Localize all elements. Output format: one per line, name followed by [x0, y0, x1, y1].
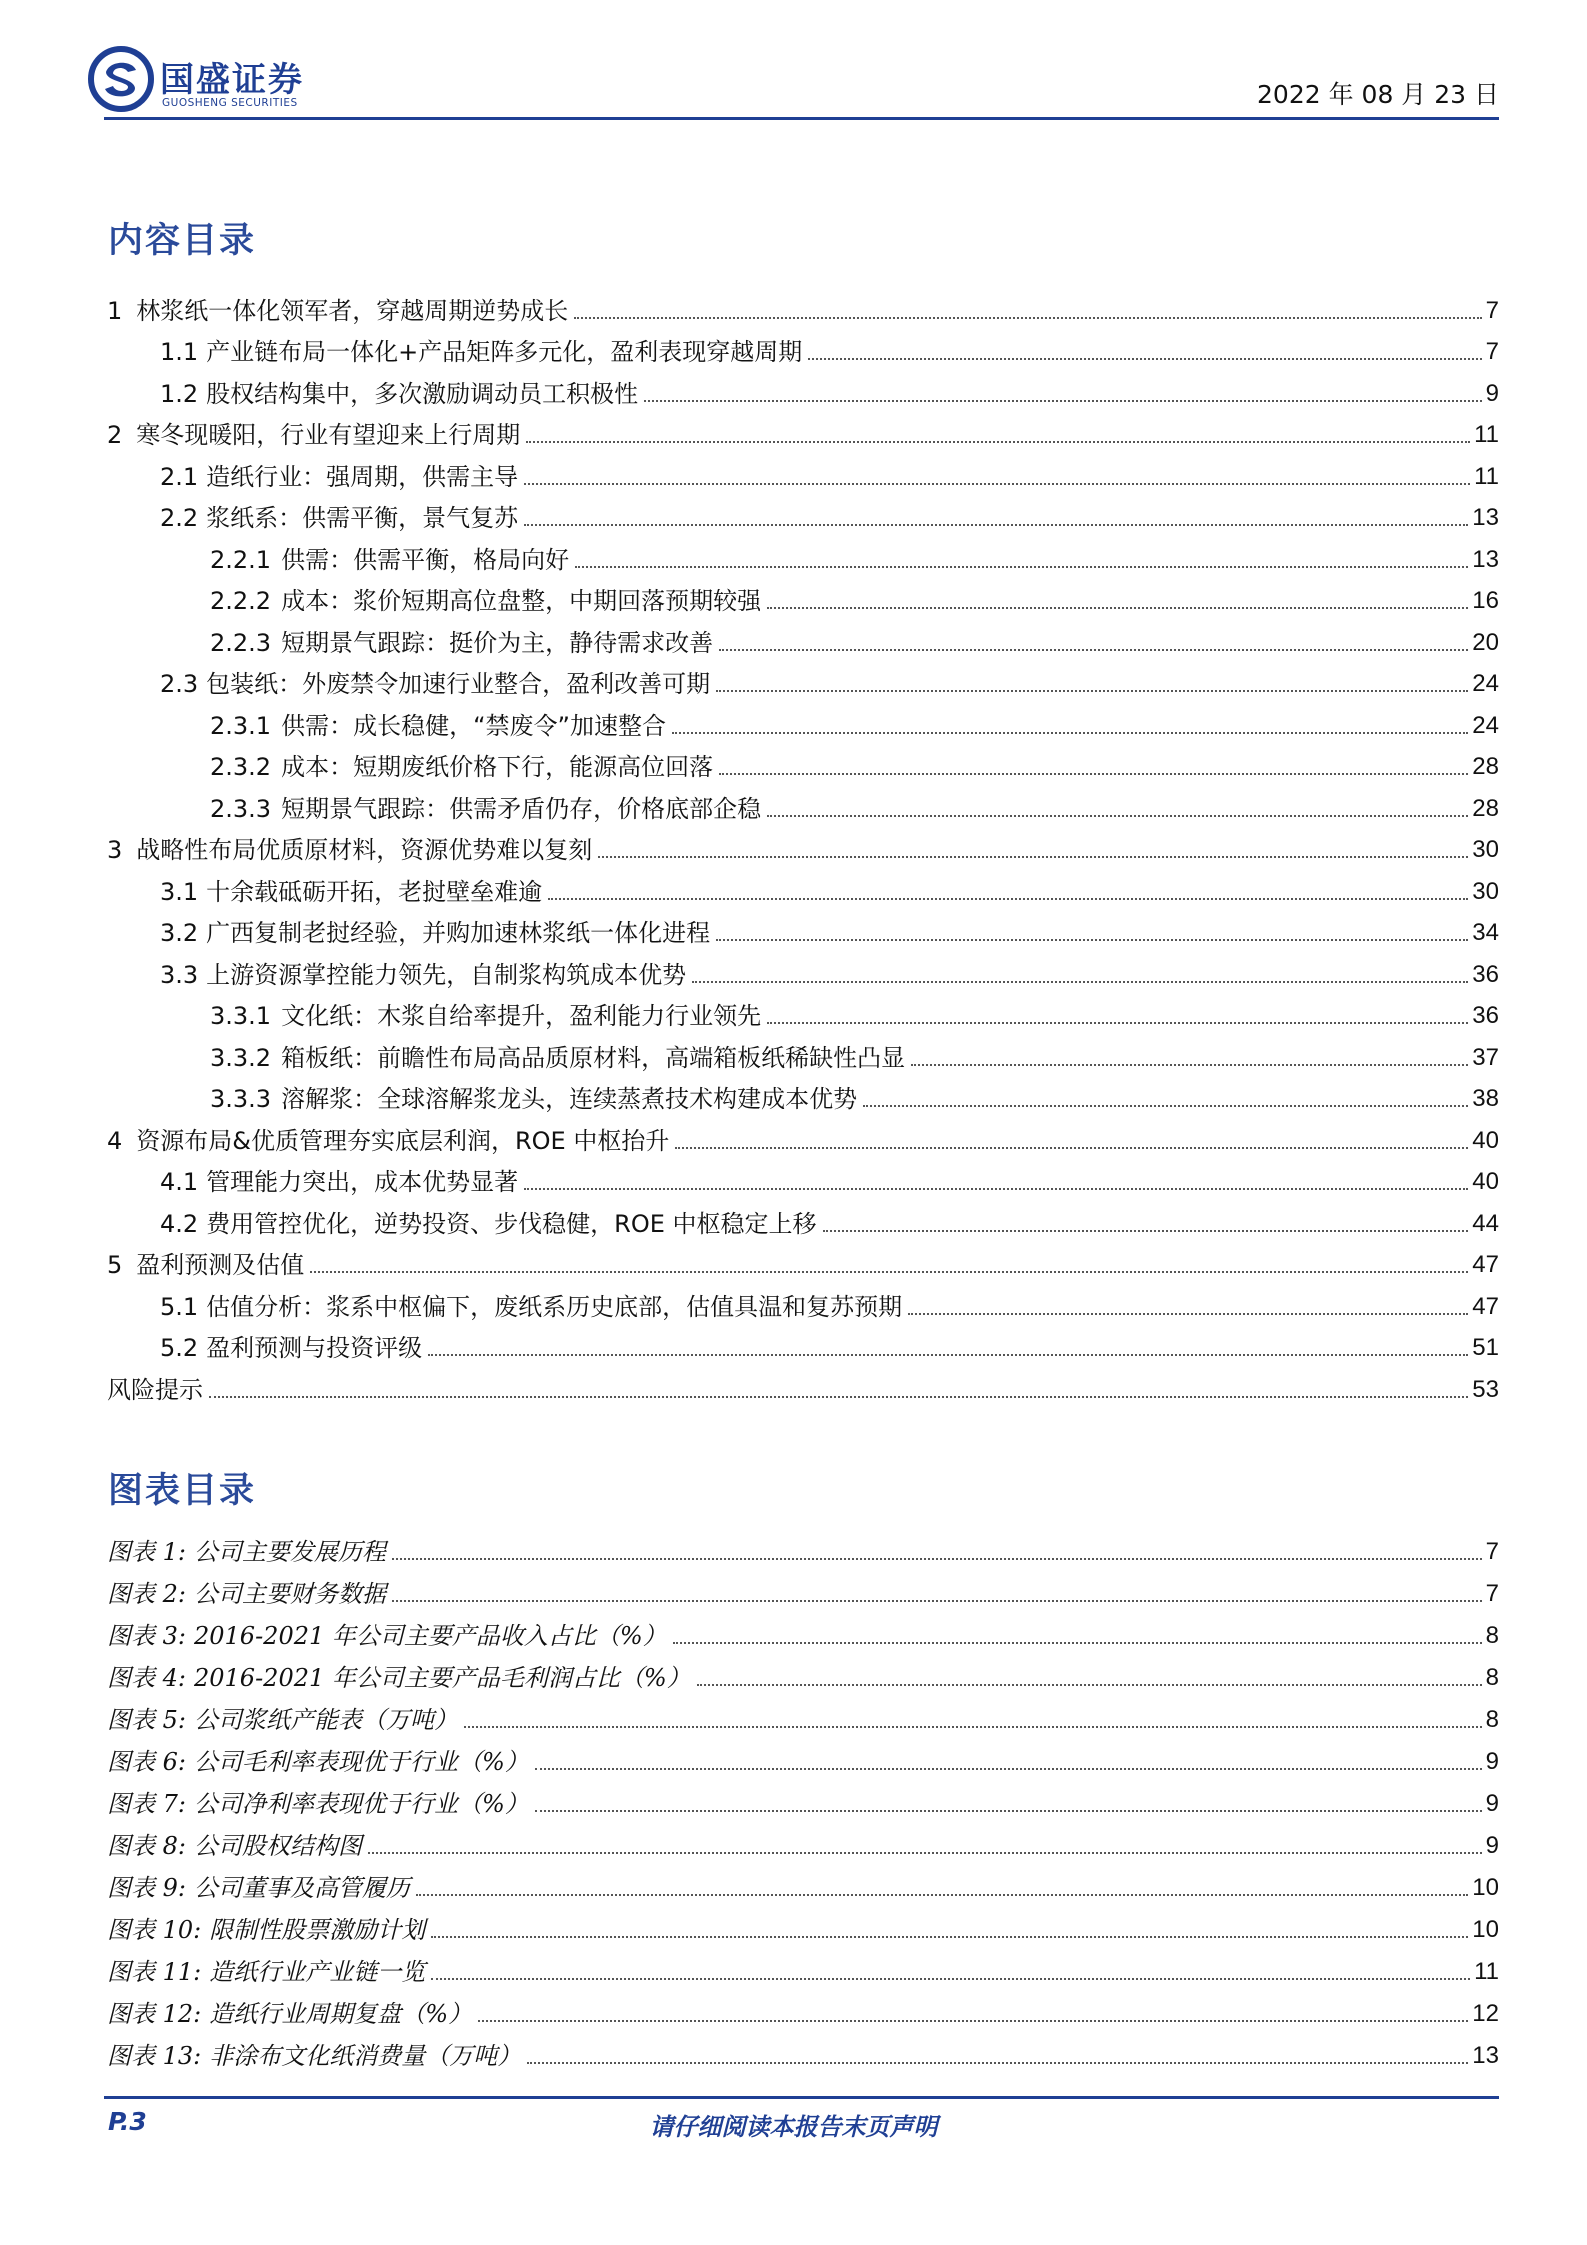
toc-entry-page: 7 — [1485, 338, 1499, 365]
toc-entry-page: 30 — [1472, 877, 1499, 905]
toc-entry-number: 2.2 — [160, 504, 199, 532]
toc-entry-title: 林浆纸一体化领军者，穿越周期逆势成长 — [136, 296, 569, 325]
dot-leader — [823, 1230, 1469, 1232]
table-of-contents — [0, 284, 1587, 1405]
dot-leader — [719, 773, 1468, 775]
dot-leader — [416, 1894, 1468, 1896]
toc-entry-page: 38 — [1472, 1085, 1499, 1112]
figure-label: 图表 6: — [107, 1748, 186, 1776]
figure-page: 8 — [1485, 1664, 1499, 1691]
figure-title: 2016-2021 年公司主要产品收入占比（%） — [193, 1622, 667, 1650]
toc-entry[interactable] — [0, 367, 1587, 409]
dot-leader — [368, 1852, 1482, 1854]
figure-page: 9 — [1485, 1748, 1499, 1775]
figure-list — [0, 1525, 1587, 2071]
toc-entry-title: 战略性布局优质原材料，资源优势难以复刻 — [136, 836, 593, 864]
dot-leader — [209, 1396, 1468, 1398]
figure-page: 10 — [1472, 1916, 1499, 1943]
toc-entry-title: 盈利预测与投资评级 — [206, 1334, 423, 1362]
figure-label: 图表 9: — [107, 1874, 186, 1902]
toc-entry-page: 30 — [1472, 836, 1499, 863]
toc-entry-title: 费用管控优化，逆势投资、步伐稳健，ROE 中枢稳定上移 — [206, 1209, 817, 1238]
toc-entry-number: 2.2.1 — [210, 545, 272, 574]
toc-entry-page: 24 — [1472, 670, 1499, 697]
dot-leader — [644, 400, 1481, 402]
toc-entry-number: 1 — [107, 296, 123, 325]
toc-entry-page: 47 — [1472, 1292, 1499, 1320]
toc-entry[interactable] — [0, 824, 1587, 866]
toc-entry[interactable] — [0, 782, 1587, 824]
toc-entry[interactable] — [0, 741, 1587, 783]
toc-entry-page: 36 — [1472, 1002, 1499, 1029]
dot-leader — [526, 441, 1470, 443]
figure-page: 8 — [1485, 1706, 1499, 1733]
toc-entry-page: 24 — [1472, 711, 1499, 739]
toc-entry-number: 4.1 — [160, 1168, 199, 1196]
toc-entry-number: 1.1 — [160, 338, 199, 366]
toc-entry[interactable] — [0, 699, 1587, 741]
toc-entry-title: 十余载砥砺开拓，老挝壁垒难逾 — [206, 877, 543, 906]
toc-entry-number: 2.2.2 — [210, 587, 272, 615]
figure-title: 公司净利率表现优于行业（%） — [193, 1790, 529, 1818]
toc-entry-title: 包装纸：外废禁令加速行业整合，盈利改善可期 — [206, 670, 711, 698]
toc-entry[interactable] — [0, 575, 1587, 617]
dot-leader — [527, 2062, 1468, 2064]
toc-entry-title: 造纸行业：强周期，供需主导 — [206, 462, 519, 491]
toc-entry-number: 3 — [107, 836, 123, 864]
figure-list-entry[interactable] — [0, 1609, 1587, 1651]
figure-title: 公司主要发展历程 — [193, 1538, 386, 1566]
toc-entry-title: 管理能力突出，成本优势显著 — [206, 1168, 519, 1196]
toc-entry[interactable] — [0, 450, 1587, 492]
toc-entry[interactable] — [0, 990, 1587, 1032]
figure-title: 公司毛利率表现优于行业（%） — [193, 1748, 529, 1776]
toc-entry-number: 1.2 — [160, 379, 199, 408]
figure-list-entry[interactable] — [0, 1903, 1587, 1945]
toc-entry-title: 股权结构集中，多次激励调动员工积极性 — [206, 379, 639, 408]
dot-leader — [767, 607, 1468, 609]
toc-entry-title: 风险提示 — [107, 1375, 203, 1404]
figure-label: 图表 7: — [107, 1790, 186, 1818]
dot-leader — [911, 1064, 1468, 1066]
figure-list-entry[interactable] — [0, 1861, 1587, 1903]
dot-leader — [535, 1810, 1482, 1812]
toc-entry[interactable] — [0, 865, 1587, 907]
toc-entry-page: 40 — [1472, 1126, 1499, 1154]
dot-leader — [310, 1271, 1468, 1273]
figure-page: 13 — [1472, 2042, 1499, 2069]
header-divider — [104, 117, 1499, 120]
toc-entry-number: 3.3 — [160, 960, 199, 989]
dot-leader — [574, 317, 1481, 319]
figure-title: 造纸行业周期复盘（%） — [209, 2000, 473, 2028]
figure-title: 公司股权结构图 — [193, 1832, 362, 1860]
figure-page: 9 — [1485, 1790, 1499, 1817]
toc-heading: 内容目录 — [108, 221, 257, 261]
dot-leader — [673, 1642, 1482, 1644]
footer-disclaimer: 请仔细阅读本报告末页声明 — [649, 2113, 938, 2141]
figure-list-entry[interactable] — [0, 1567, 1587, 1609]
toc-entry-title: 盈利预测及估值 — [136, 1251, 305, 1279]
toc-entry-title: 寒冬现暖阳，行业有望迎来上行周期 — [136, 421, 521, 449]
toc-entry-title: 文化纸：木浆自给率提升，盈利能力行业领先 — [281, 1002, 762, 1030]
dot-leader — [598, 856, 1468, 858]
toc-entry[interactable] — [0, 1156, 1587, 1198]
toc-entry-page: 11 — [1474, 462, 1499, 490]
guosheng-logo-icon — [88, 46, 154, 112]
dot-leader — [392, 1558, 1482, 1560]
toc-entry-number: 4.2 — [160, 1209, 199, 1238]
figure-list-entry[interactable] — [0, 1987, 1587, 2029]
toc-entry-page: 20 — [1472, 628, 1499, 656]
figure-label: 图表 4: — [107, 1664, 186, 1692]
figure-title: 公司董事及高管履历 — [193, 1874, 410, 1902]
figure-title: 公司浆纸产能表（万吨） — [193, 1706, 458, 1734]
figure-list-entry[interactable] — [0, 1735, 1587, 1777]
dot-leader — [548, 898, 1468, 900]
toc-entry-page: 28 — [1472, 753, 1499, 780]
figure-label: 图表 3: — [107, 1622, 186, 1650]
toc-entry[interactable] — [0, 1239, 1587, 1281]
dot-leader — [524, 1188, 1468, 1190]
toc-entry-title: 广西复制老挝经验，并购加速林浆纸一体化进程 — [206, 919, 711, 947]
figure-page: 8 — [1485, 1622, 1499, 1649]
toc-entry-number: 2.3.2 — [210, 753, 272, 781]
dot-leader — [908, 1313, 1468, 1315]
figure-title: 造纸行业产业链一览 — [209, 1958, 426, 1986]
dot-leader — [431, 1936, 1468, 1938]
toc-entry-page: 34 — [1472, 919, 1499, 946]
toc-entry-number: 3.3.2 — [210, 1043, 272, 1072]
footer-divider — [104, 2096, 1499, 2099]
dot-leader — [478, 2020, 1468, 2022]
figure-label: 图表 11: — [107, 1958, 202, 1986]
toc-entry-page: 13 — [1472, 545, 1499, 573]
brand-name-en: GUOSHENG SECURITIES — [162, 97, 298, 109]
toc-entry[interactable] — [0, 326, 1587, 368]
dot-leader — [428, 1354, 1468, 1356]
brand-name: 国盛证券 — [160, 60, 304, 100]
toc-entry-number: 2.1 — [160, 462, 199, 491]
toc-entry-page: 40 — [1472, 1168, 1499, 1195]
dot-leader — [808, 358, 1481, 360]
toc-entry-page: 16 — [1472, 587, 1499, 614]
toc-entry-number: 2.3 — [160, 670, 199, 698]
figure-page: 7 — [1485, 1538, 1499, 1565]
dot-leader — [524, 524, 1468, 526]
toc-entry[interactable] — [0, 1114, 1587, 1156]
figure-label: 图表 12: — [107, 2000, 202, 2028]
toc-entry[interactable] — [0, 1073, 1587, 1115]
toc-entry-title: 成本：浆价短期高位盘整，中期回落预期较强 — [281, 587, 762, 615]
toc-entry-page: 37 — [1472, 1043, 1499, 1071]
toc-entry-page: 13 — [1472, 504, 1499, 531]
toc-entry-title: 浆纸系：供需平衡，景气复苏 — [206, 504, 519, 532]
toc-entry[interactable] — [0, 492, 1587, 534]
toc-entry-title: 供需：供需平衡，格局向好 — [281, 545, 570, 574]
toc-entry[interactable] — [0, 533, 1587, 575]
dot-leader — [575, 566, 1468, 568]
figure-list-heading: 图表目录 — [108, 1471, 257, 1511]
figure-list-entry[interactable] — [0, 1693, 1587, 1735]
figure-label: 图表 2: — [107, 1580, 186, 1608]
toc-entry-number: 3.3.3 — [210, 1085, 272, 1113]
toc-entry-title: 成本：短期废纸价格下行，能源高位回落 — [281, 753, 714, 781]
toc-entry-title: 估值分析：浆系中枢偏下，废纸系历史底部，估值具温和复苏预期 — [206, 1292, 903, 1321]
figure-label: 图表 5: — [107, 1706, 186, 1734]
dot-leader — [697, 1684, 1482, 1686]
toc-entry-page: 7 — [1485, 296, 1499, 324]
toc-entry-page: 44 — [1472, 1209, 1499, 1237]
figure-page: 9 — [1485, 1832, 1499, 1859]
figure-list-entry[interactable] — [0, 1651, 1587, 1693]
toc-entry-number: 2.3.1 — [210, 711, 272, 740]
toc-entry-page: 47 — [1472, 1251, 1499, 1278]
toc-entry-number: 3.1 — [160, 877, 199, 906]
toc-entry[interactable] — [0, 409, 1587, 451]
figure-page: 11 — [1474, 1958, 1499, 1985]
figure-list-entry[interactable] — [0, 1945, 1587, 1987]
toc-entry-number: 5.1 — [160, 1292, 199, 1321]
dot-leader — [464, 1726, 1482, 1728]
toc-entry[interactable] — [0, 1031, 1587, 1073]
toc-entry[interactable] — [0, 616, 1587, 658]
toc-entry-number: 3.2 — [160, 919, 199, 947]
toc-entry-title: 上游资源掌控能力领先，自制浆构筑成本优势 — [206, 960, 687, 989]
toc-entry-page: 51 — [1472, 1334, 1499, 1361]
toc-entry[interactable] — [0, 907, 1587, 949]
toc-entry-title: 产业链布局一体化+产品矩阵多元化，盈利表现穿越周期 — [206, 338, 803, 366]
toc-entry-title: 短期景气跟踪：供需矛盾仍存，价格底部企稳 — [281, 794, 762, 823]
dot-leader — [524, 483, 1470, 485]
figure-label: 图表 13: — [107, 2042, 202, 2070]
toc-entry[interactable] — [0, 948, 1587, 990]
toc-entry-number: 2 — [107, 421, 123, 449]
toc-entry-page: 36 — [1472, 960, 1499, 988]
figure-label: 图表 8: — [107, 1832, 186, 1860]
figure-list-entry[interactable] — [0, 1819, 1587, 1861]
toc-entry-number: 2.3.3 — [210, 794, 272, 823]
toc-entry-number: 5.2 — [160, 1334, 199, 1362]
dot-leader — [719, 649, 1468, 651]
dot-leader — [863, 1105, 1468, 1107]
dot-leader — [716, 939, 1468, 941]
figure-label: 图表 10: — [107, 1916, 202, 1944]
toc-entry[interactable] — [0, 1363, 1587, 1405]
dot-leader — [767, 815, 1468, 817]
dot-leader — [716, 690, 1468, 692]
figure-title: 限制性股票激励计划 — [209, 1916, 426, 1944]
toc-entry-number: 3.3.1 — [210, 1002, 272, 1030]
dot-leader — [431, 1978, 1470, 1980]
toc-entry[interactable] — [0, 1280, 1587, 1322]
figure-page: 10 — [1472, 1874, 1499, 1901]
toc-entry[interactable] — [0, 1197, 1587, 1239]
figure-page: 12 — [1472, 2000, 1499, 2027]
dot-leader — [675, 1147, 1468, 1149]
figure-title: 2016-2021 年公司主要产品毛利润占比（%） — [193, 1664, 691, 1692]
toc-entry-number: 2.2.3 — [210, 628, 272, 657]
figure-list-entry[interactable] — [0, 1525, 1587, 1567]
dot-leader — [535, 1768, 1482, 1770]
toc-entry-title: 短期景气跟踪：挺价为主，静待需求改善 — [281, 628, 714, 657]
figure-list-entry[interactable] — [0, 1777, 1587, 1819]
toc-entry-title: 箱板纸：前瞻性布局高品质原材料，高端箱板纸稀缺性凸显 — [281, 1043, 906, 1072]
dot-leader — [767, 1022, 1468, 1024]
toc-entry-title: 供需：成长稳健，“禁废令”加速整合 — [281, 711, 666, 740]
toc-entry[interactable] — [0, 284, 1587, 326]
page-header — [0, 0, 1587, 125]
report-date: 2022 年 08 月 23 日 — [1257, 80, 1499, 109]
toc-entry-page: 28 — [1472, 794, 1499, 822]
toc-entry-page: 11 — [1474, 421, 1499, 448]
toc-entry-title: 资源布局&优质管理夯实底层利润，ROE 中枢抬升 — [136, 1126, 670, 1155]
toc-entry-page: 9 — [1485, 379, 1499, 407]
toc-entry[interactable] — [0, 658, 1587, 700]
page-number: P.3 — [108, 2107, 147, 2136]
toc-entry-number: 4 — [107, 1126, 123, 1155]
figure-title: 公司主要财务数据 — [193, 1580, 386, 1608]
dot-leader — [692, 981, 1468, 983]
figure-label: 图表 1: — [107, 1538, 186, 1566]
dot-leader — [672, 732, 1468, 734]
toc-entry-page: 53 — [1472, 1375, 1499, 1403]
toc-entry-title: 溶解浆：全球溶解浆龙头，连续蒸煮技术构建成本优势 — [281, 1085, 858, 1113]
toc-entry[interactable] — [0, 1322, 1587, 1364]
figure-title: 非涂布文化纸消费量（万吨） — [209, 2042, 522, 2070]
toc-entry-number: 5 — [107, 1251, 123, 1279]
dot-leader — [392, 1600, 1482, 1602]
figure-page: 7 — [1485, 1580, 1499, 1607]
figure-list-entry[interactable] — [0, 2029, 1587, 2071]
